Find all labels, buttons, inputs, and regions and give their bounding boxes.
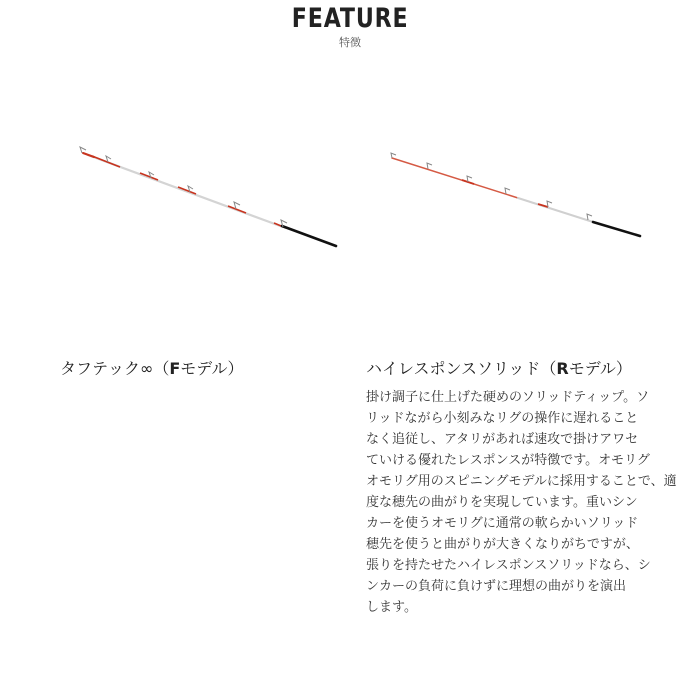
description-line: リッドながら小刻みなリグの操作に遅れること [366, 411, 639, 426]
rod-black-butt [282, 226, 336, 246]
description-line: なく追従し、アタリがあれば速攻で掛けアワセ [366, 432, 639, 447]
r-model-name [366, 359, 632, 379]
description-line: 度な穂先の曲がりを実現しています。重いシン [366, 495, 638, 510]
r-model-letter: R [556, 359, 569, 378]
rod-guide [587, 214, 592, 220]
r-model-rod-image [388, 152, 644, 238]
description-line: 掛け調子に仕上げた硬めのソリッドティップ。ソ [366, 390, 650, 405]
f-model-name-prefix: タフテック∞（ [60, 359, 170, 378]
f-model-letter: F [169, 359, 181, 378]
rod-guide [467, 176, 472, 182]
f-model-rod-image [78, 144, 342, 250]
description-line: 張りを持たせたハイレスポンスソリッドなら、シ [366, 558, 651, 573]
description-line: ていける優れたレスポンスが特徴です。オモリグ [366, 453, 650, 468]
description-line: します。 [366, 600, 417, 615]
description-line: オモリグ用のスピニングモデルに採用することで、適 [366, 474, 677, 489]
feature-title: FEATURE [291, 3, 409, 34]
f-model-name [60, 359, 243, 379]
feature-heading [0, 4, 700, 50]
r-model-name-suffix: モデル） [568, 359, 632, 378]
rod-guide [391, 153, 396, 158]
f-model-name-suffix: モデル） [180, 359, 244, 378]
rod-red-tip [392, 158, 518, 198]
r-model-description [366, 387, 677, 618]
feature-subtitle: 特徴 [339, 36, 361, 49]
description-line: 穂先を使うと曲がりが大きくなりがちですが、 [366, 537, 639, 552]
rod-guide [547, 201, 552, 207]
rod-red-accent [178, 187, 196, 194]
rod-guide [427, 163, 432, 169]
rod-red-accent [228, 206, 246, 213]
description-line: ンカーの負荷に負けずに理想の曲がりを演出 [366, 579, 627, 594]
r-model-name-prefix: ハイレスポンスソリッド（ [366, 359, 557, 378]
rod-black-butt [593, 222, 640, 236]
rod-white-section [518, 198, 593, 222]
description-line: カーを使うオモリグに通常の軟らかいソリッド [366, 516, 639, 531]
rod-guide [505, 188, 510, 194]
rod-red-accent [140, 173, 158, 180]
rod-red-accent [92, 156, 120, 167]
